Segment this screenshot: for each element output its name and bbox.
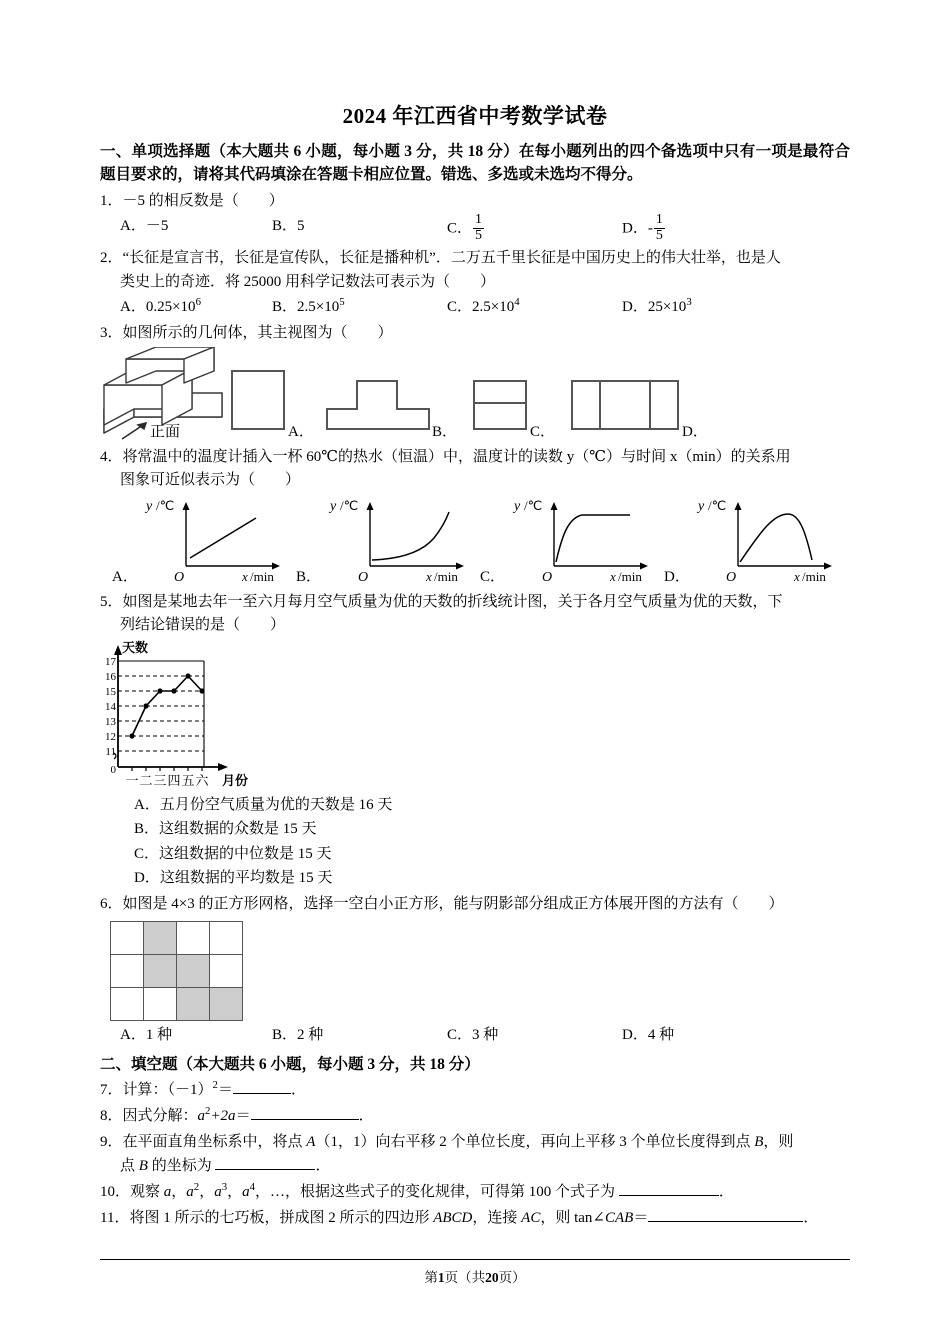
front-view-label: 正面 bbox=[150, 424, 181, 441]
q4-option-a-label: A． bbox=[112, 568, 138, 585]
option-2-c-label: C． bbox=[447, 298, 473, 315]
option-2-d-label: D． bbox=[622, 298, 648, 315]
question-5-number: 5． bbox=[100, 593, 123, 610]
svg-text:/min: /min bbox=[434, 568, 458, 584]
question-10-text-p1: 观察 bbox=[130, 1183, 164, 1200]
option-2-c-base: 2.5×10 bbox=[472, 298, 515, 315]
svg-text:/℃: /℃ bbox=[340, 497, 359, 513]
option-6-b[interactable]: B．2 种 bbox=[272, 1026, 324, 1043]
question-11-quad-abcd: ABCD bbox=[433, 1210, 473, 1226]
question-11-number: 11． bbox=[100, 1210, 130, 1226]
chart-ytick-14: 14 bbox=[105, 701, 116, 714]
question-4-figures bbox=[100, 496, 850, 588]
grid-cell bbox=[210, 954, 243, 987]
question-1-stem bbox=[100, 190, 850, 213]
option-1-a-value: －5 bbox=[145, 217, 169, 234]
question-10-answer-blank[interactable] bbox=[619, 1195, 719, 1196]
question-1-options bbox=[100, 211, 850, 244]
chart-xlabel: 月份 bbox=[222, 773, 249, 789]
option-2-c[interactable] bbox=[447, 295, 622, 319]
option-1-a-label: A． bbox=[120, 217, 146, 234]
question-11-equals: ＝ bbox=[633, 1210, 649, 1226]
chart-xtick-2: 二 bbox=[139, 773, 153, 789]
svg-text:y: y bbox=[514, 498, 521, 514]
svg-text:/min: /min bbox=[618, 568, 642, 584]
question-9-text-line2-p2: 的坐标为 bbox=[147, 1157, 216, 1174]
page-title: 2024 年江西省中考数学试卷 bbox=[342, 104, 608, 128]
svg-text:O: O bbox=[358, 569, 369, 584]
question-8-number: 8． bbox=[100, 1108, 123, 1124]
option-1-b-value: 5 bbox=[297, 217, 305, 234]
question-11-segment-ac: AC bbox=[521, 1210, 541, 1226]
section-header-choice: 一、单项选择题（本大题共 6 小题，每小题 3 分，共 18 分）在每小题列出的四个备选项中只有一项是最符合题目要求的，请将其代码填涂在答题卡相应位置。错选、多选或未选均不得分。 bbox=[100, 143, 850, 184]
option-1-d-label: D． bbox=[622, 220, 648, 237]
svg-text:x: x bbox=[242, 568, 248, 584]
svg-text:O: O bbox=[726, 569, 737, 584]
q4-option-b-label: B． bbox=[296, 568, 322, 585]
option-5-d[interactable]: D．这组数据的平均数是 15 天 bbox=[134, 869, 333, 886]
chart-xtick-4: 四 bbox=[167, 773, 181, 789]
option-1-b-label: B． bbox=[272, 217, 298, 234]
question-9-text-p2: （1，1）向右平移 2 个单位长度，再向上平移 3 个单位长度得到点 bbox=[315, 1134, 755, 1151]
question-7-answer-blank[interactable] bbox=[233, 1093, 291, 1094]
question-10-number: 10． bbox=[100, 1183, 131, 1200]
question-6 bbox=[100, 893, 850, 916]
option-2-b[interactable] bbox=[272, 295, 447, 319]
option-1-b[interactable] bbox=[272, 214, 447, 244]
option-2-c-exp: 4 bbox=[514, 295, 520, 308]
question-9-text-p1: 在平面直角坐标系中，将点 bbox=[122, 1134, 307, 1151]
question-9-number: 9． bbox=[100, 1134, 123, 1151]
chart-xtick-5: 五 bbox=[181, 773, 195, 789]
option-2-d-exp: 3 bbox=[686, 295, 692, 308]
chart-xtick-6: 六 bbox=[195, 773, 209, 789]
square-grid-4x3 bbox=[110, 921, 243, 1021]
option-6-c[interactable]: C．3 种 bbox=[447, 1026, 499, 1043]
svg-text:x: x bbox=[426, 568, 432, 584]
question-7-period: ． bbox=[290, 1081, 306, 1098]
option-2-d-base: 25×10 bbox=[647, 298, 687, 315]
question-8-period: ． bbox=[358, 1108, 374, 1124]
question-11-answer-blank[interactable] bbox=[648, 1221, 803, 1222]
question-8-exponent: 2 bbox=[205, 1105, 211, 1117]
q4-a-ylabel: y bbox=[146, 498, 153, 514]
footer-prefix: 第 bbox=[424, 1270, 438, 1285]
question-10-sep3: ， bbox=[227, 1183, 243, 1200]
question-10-term4-exp: 4 bbox=[249, 1180, 256, 1193]
chart-ytick-13: 13 bbox=[105, 716, 116, 729]
svg-text:y: y bbox=[330, 498, 337, 514]
q3-option-a-label: A． bbox=[288, 424, 314, 441]
svg-text:/℃: /℃ bbox=[156, 497, 175, 513]
question-2-stem bbox=[100, 247, 850, 270]
chart-ytick-16: 16 bbox=[105, 671, 116, 684]
option-1-a[interactable] bbox=[120, 214, 272, 244]
footer-mid: 页（共 bbox=[444, 1270, 486, 1285]
question-11-period: ． bbox=[803, 1210, 819, 1226]
q3-option-a-shape-rectangle bbox=[230, 369, 286, 431]
question-3-number: 3． bbox=[100, 324, 123, 341]
question-10-sep2: ， bbox=[199, 1183, 215, 1200]
question-11-text-p3: ，则 tan∠ bbox=[540, 1210, 605, 1226]
svg-text:x: x bbox=[610, 568, 616, 584]
question-8-term2: +2a bbox=[210, 1108, 236, 1124]
grid-cell bbox=[111, 921, 144, 954]
option-6-a[interactable]: A．1 种 bbox=[120, 1026, 173, 1043]
chart-xtick-1: 一 bbox=[125, 773, 139, 789]
q3-option-b-shape-step bbox=[325, 379, 431, 431]
question-10-term4: a bbox=[242, 1183, 250, 1200]
question-10 bbox=[100, 1181, 850, 1204]
svg-text:O: O bbox=[174, 569, 185, 584]
question-3-text: 如图所示的几何体，其主视图为（ ） bbox=[122, 324, 393, 341]
question-2-options bbox=[100, 295, 850, 319]
option-2-a-label: A． bbox=[120, 298, 146, 315]
option-2-b-exp: 5 bbox=[339, 295, 345, 308]
grid-cell bbox=[177, 921, 210, 954]
option-6-d[interactable]: D．4 种 bbox=[622, 1026, 675, 1043]
option-5-c[interactable]: C．这组数据的中位数是 15 天 bbox=[134, 845, 332, 862]
question-5-text-line1: 如图是某地去年一至六月每月空气质量为优的天数的折线统计图，关于各月空气质量为优的天数，下 bbox=[122, 593, 783, 610]
question-10-term3-exp: 3 bbox=[221, 1180, 228, 1193]
q4-graph-c-asymptotic bbox=[506, 496, 666, 584]
q4-graph-d-parabolic bbox=[690, 496, 850, 584]
question-10-term2: a bbox=[186, 1183, 194, 1200]
footer-suffix: 页） bbox=[498, 1270, 526, 1285]
question-3-stem bbox=[100, 322, 850, 345]
q3-option-b-label: B． bbox=[432, 424, 458, 441]
option-1-c[interactable] bbox=[447, 211, 622, 244]
svg-text:/℃: /℃ bbox=[524, 497, 543, 513]
question-1 bbox=[100, 190, 850, 245]
page-footer bbox=[100, 1259, 850, 1286]
question-5 bbox=[100, 591, 850, 638]
option-2-d[interactable] bbox=[622, 295, 797, 319]
question-2 bbox=[100, 247, 850, 319]
q4-graph-b-exponential bbox=[322, 496, 482, 584]
section-header-fill: 二、填空题（本大题共 6 小题，每小题 3 分，共 18 分） bbox=[100, 1055, 480, 1073]
grid-cell bbox=[111, 954, 144, 987]
question-1-text: －5 的相反数是（ ） bbox=[122, 192, 284, 209]
option-2-a-exp: 6 bbox=[195, 295, 201, 308]
grid-cell-shaded bbox=[144, 921, 177, 954]
question-3-figures bbox=[100, 347, 850, 443]
question-4-text-line2: 图象可近似表示为（ ） bbox=[120, 472, 301, 489]
question-9-text-line2-p1: 点 bbox=[120, 1157, 139, 1174]
question-1-number: 1． bbox=[100, 192, 123, 209]
svg-text:x: x bbox=[794, 568, 800, 584]
question-6-stem bbox=[100, 893, 850, 916]
option-5-a[interactable]: A．五月份空气质量为优的天数是 16 天 bbox=[134, 797, 393, 814]
question-4-text-line1: 将常温中的温度计插入一杯 60℃的热水（恒温）中，温度计的读数 y（℃）与时间 x（min）的关系用 bbox=[122, 449, 791, 466]
question-5-options bbox=[100, 793, 850, 890]
q4-graph-a-linear bbox=[138, 496, 298, 584]
question-8-var: a bbox=[197, 1108, 206, 1124]
question-11-text-p1: 将图 1 所示的七巧板，拼成图 2 所示的四边形 bbox=[129, 1210, 434, 1226]
q4-option-d-label: D． bbox=[664, 568, 690, 585]
question-3 bbox=[100, 322, 850, 345]
question-8 bbox=[100, 1105, 850, 1128]
chart-ytick-11: 11 bbox=[105, 746, 116, 759]
option-5-b[interactable]: B．这组数据的众数是 15 天 bbox=[134, 821, 317, 838]
grid-row bbox=[111, 987, 243, 1020]
question-2-text-line1: “长征是宣言书，长征是宣传队，长征是播种机”．二万五千里长征是中国历史上的伟大壮举，也是人 bbox=[122, 250, 781, 267]
footer-total-pages: 20 bbox=[485, 1270, 499, 1285]
grid-cell-shaded bbox=[144, 954, 177, 987]
question-2-text-line2: 类史上的奇迹．将 25000 用科学记数法可表示为（ ） bbox=[120, 273, 496, 290]
question-7-number: 7． bbox=[100, 1081, 123, 1098]
question-6-options bbox=[100, 1023, 850, 1047]
question-9-answer-blank[interactable] bbox=[215, 1169, 315, 1170]
q4-option-c-label: C． bbox=[480, 568, 506, 585]
question-8-text: 因式分解： bbox=[122, 1108, 198, 1124]
question-10-sep1: ， bbox=[171, 1183, 187, 1200]
option-2-b-label: B． bbox=[272, 298, 298, 315]
grid-row bbox=[111, 921, 243, 954]
option-2-a-base: 0.25×10 bbox=[145, 298, 196, 315]
option-1-d-sign: - bbox=[647, 220, 653, 237]
svg-text:O: O bbox=[542, 569, 553, 584]
question-10-term3: a bbox=[214, 1183, 222, 1200]
question-11 bbox=[100, 1207, 850, 1230]
question-5-text-line2: 列结论错误的是（ ） bbox=[120, 616, 286, 633]
chart-ylabel: 天数 bbox=[122, 640, 149, 656]
question-9 bbox=[100, 1131, 850, 1178]
svg-text:y: y bbox=[698, 498, 705, 514]
question-6-text: 如图是 4×3 的正方形网格，选择一空白小正方形，能与阴影部分组成正方体展开图的方法有（ ） bbox=[122, 896, 784, 913]
grid-row bbox=[111, 954, 243, 987]
question-11-text-p2: ，连接 bbox=[472, 1210, 522, 1226]
question-7-exponent: 2 bbox=[212, 1078, 218, 1091]
fraction-neg-one-fifth: $\frac{1}{5}$ bbox=[655, 211, 663, 243]
question-7 bbox=[100, 1079, 850, 1102]
question-9-text-p3: ，则 bbox=[763, 1134, 794, 1151]
question-2-number: 2． bbox=[100, 250, 123, 267]
q3-option-c-shape-two-stacked bbox=[472, 379, 528, 431]
grid-cell bbox=[111, 987, 144, 1020]
question-6-number: 6． bbox=[100, 896, 123, 913]
chart-ytick-0: 0 bbox=[110, 764, 116, 777]
grid-cell-shaded bbox=[177, 987, 210, 1020]
fraction-one-fifth: $\frac{1}{5}$ bbox=[475, 211, 483, 243]
grid-cell bbox=[144, 987, 177, 1020]
question-8-answer-blank[interactable] bbox=[251, 1119, 359, 1120]
q3-option-d-shape-three-columns bbox=[570, 379, 680, 431]
question-9-point-b: B bbox=[754, 1134, 764, 1151]
question-7-equals: ＝ bbox=[217, 1081, 233, 1098]
question-8-equals: ＝ bbox=[235, 1108, 251, 1124]
grid-cell-shaded bbox=[210, 987, 243, 1020]
question-10-term2-exp: 2 bbox=[193, 1180, 200, 1193]
chart-xtick-3: 三 bbox=[153, 773, 167, 789]
footer-page-number: 1 bbox=[437, 1270, 445, 1285]
chart-ytick-17: 17 bbox=[105, 656, 116, 669]
question-10-period: ． bbox=[718, 1183, 734, 1200]
question-9-point-b2: B bbox=[138, 1157, 148, 1174]
option-1-c-label: C． bbox=[447, 220, 473, 237]
grid-cell-shaded bbox=[177, 954, 210, 987]
question-5-chart bbox=[100, 639, 850, 791]
grid-cell bbox=[210, 921, 243, 954]
option-1-d[interactable] bbox=[622, 211, 797, 244]
question-10-term1: a bbox=[163, 1183, 172, 1200]
question-9-period: ． bbox=[315, 1157, 331, 1174]
svg-text:/min: /min bbox=[802, 568, 826, 584]
question-5-stem bbox=[100, 591, 850, 614]
question-9-point-a: A bbox=[306, 1134, 316, 1151]
svg-text:/min: /min bbox=[250, 568, 274, 584]
question-4-number: 4． bbox=[100, 449, 123, 466]
option-2-a[interactable] bbox=[120, 295, 272, 319]
option-2-b-base: 2.5×10 bbox=[297, 298, 340, 315]
question-10-text-p5: ，…，根据这些式子的变化规律，可得第 100 个式子为 bbox=[255, 1183, 619, 1200]
q3-option-c-label: C． bbox=[530, 424, 556, 441]
q3-option-d-label: D． bbox=[682, 424, 708, 441]
question-4 bbox=[100, 446, 850, 493]
question-4-stem bbox=[100, 446, 850, 469]
question-11-angle-cab: CAB bbox=[604, 1210, 634, 1226]
question-6-grid-figure bbox=[100, 921, 850, 1021]
line-chart-air-quality bbox=[104, 639, 354, 789]
chart-ytick-15: 15 bbox=[105, 686, 116, 699]
svg-text:/℃: /℃ bbox=[708, 497, 727, 513]
question-7-text: 计算：（－1） bbox=[122, 1081, 213, 1098]
chart-ytick-12: 12 bbox=[105, 731, 116, 744]
